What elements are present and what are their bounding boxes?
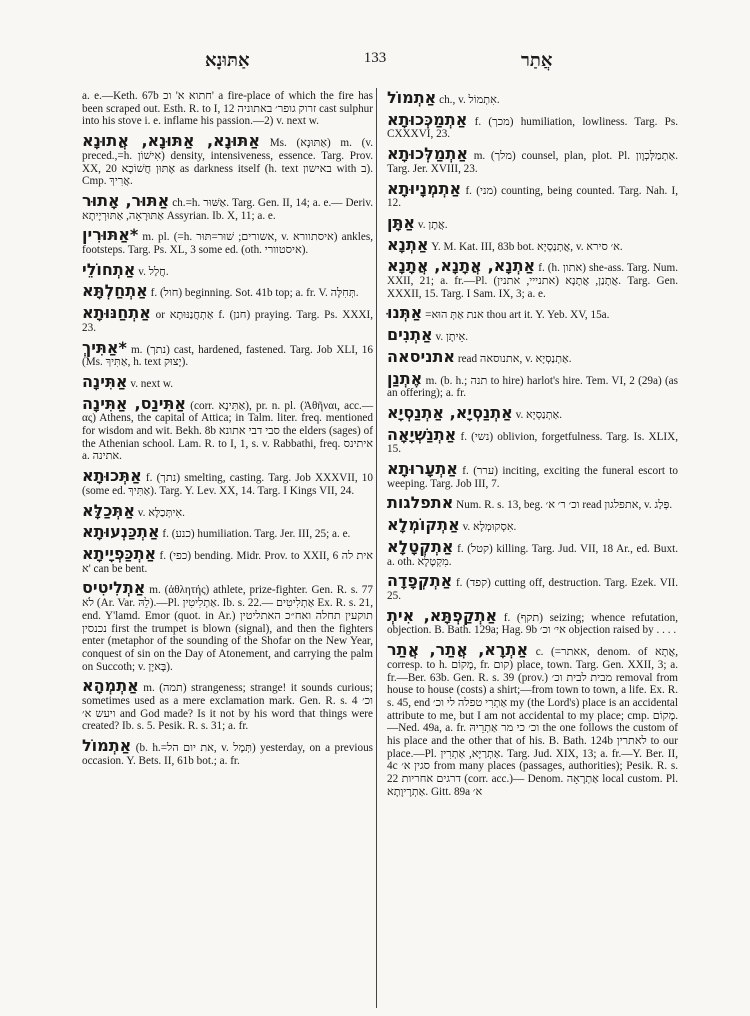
page-header (0, 48, 750, 72)
entry-headword: אַתְנִים (387, 325, 433, 345)
entry-headword: אַתְנַשְׁיָאָה (387, 424, 457, 444)
entry-headword: *אַתִּיךְ (82, 337, 127, 357)
entry-definition: ch.=h. אַשּׁוּר. Targ. Gen. II, 14; a. e.— Deriv. אַתּוּרָאָה, אַתּוּרְיָיתָא Assyrian. Ib. X, 11; a. e. (82, 196, 374, 222)
dictionary-entry (82, 678, 373, 733)
dictionary-entry (82, 500, 373, 520)
page-number: 133 (363, 50, 387, 66)
entry-headword: אַתְחַלְתָּא (82, 281, 148, 301)
entry-headword: אַתְנָא, אֲתָנָא, אֲתָנָא (387, 256, 536, 276)
running-head-right: אֲתַר (521, 50, 553, 70)
dictionary-entry (387, 346, 678, 366)
dictionary-entry (387, 573, 678, 602)
dictionary-entry (82, 227, 373, 256)
dictionary-entry (82, 283, 373, 300)
dictionary-entry (387, 495, 678, 512)
entry-headword: *אַתּוּרִין (82, 225, 139, 245)
entry-definition: v. next w. (130, 377, 173, 390)
entry-headword: אַתְמוֹל (82, 736, 132, 756)
dictionary-entry (82, 580, 373, 673)
entry-definition: f. (כפי) bending. Midr. Prov. to XXII, 6 אית לה א' can be bent. (82, 549, 374, 575)
entry-definition: m. pl. (=h. אשורים; שׁוּר=תּוּר, v. איסתוורא) ankles, footsteps. Targ. Ps. XL, 3 some ed. (oth. איסטוורי). (82, 231, 373, 257)
entry-definition: f. (מני) counting, being counted. Targ. Nah. I, 12. (387, 184, 679, 210)
entry-headword: אַתְכַּפְיָיתָא (82, 543, 157, 563)
entry-headword: אַתְעָרוּתָא (387, 459, 458, 479)
entry-definition: f. (h. אתון) she-ass. Targ. Num. XXII, 21; a. fr.—Pl. אֲתָנַן, אֲתָנָא (אתנייי, אתנין). Targ. Gen. XXXII, 15. Targ. I Sam. IX, 3; a. e. (387, 262, 678, 300)
entry-definition: f. (מכך) humiliation, lowliness. Targ. Ps. CXXXVI, 23. (387, 115, 678, 141)
entry-headword: אַתְחוֹלֵי (82, 259, 136, 279)
entry-headword: אַתְמְנָיוּתָא (387, 178, 462, 198)
entry-headword: אַתִּינָה (82, 371, 128, 391)
dictionary-entry (82, 371, 373, 391)
entry-headword: אתניסאה (387, 346, 456, 366)
entry-headword: אַתְמְהָא (82, 676, 139, 696)
dictionary-entry (387, 517, 678, 534)
entry-definition: v. אֲתָן. (417, 218, 448, 231)
dictionary-entry (82, 337, 373, 369)
entry-headword: אַתְלִיטִיס (82, 578, 146, 598)
entry-headword: אֶתְנַן (387, 368, 423, 388)
entry-headword: אַתְקַפְתָּא, אִיתְ (387, 605, 498, 625)
entry-definition: f. (כנע) humiliation. Targ. Jer. III, 25; a. e. (162, 528, 351, 541)
entry-definition: v. אֵיתָן. (435, 331, 469, 344)
entry-headword: אַתְקְטָלָא (387, 536, 454, 556)
entry-headword: אַתְקְפָדָה (387, 571, 453, 591)
entry-definition: (b. h.=את יום הל, v. תְּמָל) yesterday, on a previous occasion. Y. Bets. II, 61b bot.; a. fr. (82, 742, 374, 767)
entry-definition: f. (חול) beginning. Sot. 41b top; a. fr. V. תְּחִלָּה. (150, 287, 359, 300)
entry-headword: אַתּוּנָא, אַתּוּנָא, אֲתוּנָא (82, 131, 260, 151)
entry-definition: or אַתְחֲנַנּוּתָא f. (חנן) praying. Targ. Ps. XXXI, 23. (82, 309, 373, 334)
entry-headword: אַתְנַסְיָא, אַתְנַסְיָא (387, 402, 513, 422)
entry-definition: f. (קפד) cutting off, destruction. Targ. Ezek. VII. 25. (387, 577, 679, 602)
entry-headword: אַתּוּר, אָתוּר (82, 190, 170, 210)
entry-definition: v. אִסְקוּמְלָא. (462, 521, 517, 534)
entry-definition: a. e.—Keth. 67b חתוא א' וכ' a fire-place of which the fire has been scraped out. Esth. R. to I, 12 זרוק גופר׳ באתוניה cast sulphur into his stove i. e. inflame his passion.—2) v. next w. (82, 90, 373, 128)
dictionary-entry (82, 133, 373, 188)
entry-definition: f. (ערר) inciting, exciting the funeral escort to weeping. Targ. Job III, 7. (387, 465, 678, 490)
entry-definition: Y. M. Kat. III, 83b bot. אֲתְנַסְיָא, v. א׳ סירא. (431, 240, 623, 253)
entry-definition: (corr. אַתִּינָא), pr. n. pl. (Ἀθῆναι, acc.—ας) Athens, the capital of Attica; in Talm. liter. freq. mentioned for wisdom and wit. Bekh. 8b סבי דבי אתונא the elders (sages) of the Athenian school. Lam. R. to I, 1, s. v. Rabbathi, freq. איתינס a. אתינה. (82, 399, 374, 463)
dictionary-entry (387, 642, 678, 798)
entry-headword: אַתָּן (387, 212, 416, 232)
running-head-left: אַתּוּנָא (205, 50, 250, 70)
dictionary-entry (82, 90, 373, 128)
dictionary-entry (387, 461, 678, 490)
entry-definition: Num. R. s. 13, beg. וכ׳ ר׳ א׳ read אתפלגון, v. פְּלַג. (456, 499, 673, 512)
entry-definition: f. (נתך) smelting, casting. Targ. Job XXXVII, 10 (some ed. אַתִּיךְ). Targ. Y. Lev. XX, 14. Targ. I Kings VII, 24. (82, 472, 373, 497)
dictionary-entry (387, 402, 678, 422)
dictionary-entry (82, 543, 374, 575)
entry-definition: v. אַתְנַסְיָא. (515, 408, 563, 421)
dictionary-entry (387, 327, 678, 344)
dictionary-entry (82, 259, 373, 279)
dictionary-entry (387, 146, 678, 175)
dictionary-entry (387, 536, 679, 568)
entry-definition: f. (קטל) killing. Targ. Jud. VII, 18 Ar., ed. Buxt. a. oth. מִקְטָלָא. (387, 542, 679, 568)
entry-definition: m. (תמה) strangeness; strange! it sounds curious; sometimes used as a mere exclamation mark. Gen. R. s. 4 וכ׳ ויעש א׳ and God made? Is it not by his word that things were created? Ib. s. 5. Pesik. R. s. 31; a. fr. (82, 682, 374, 733)
dictionary-entry (387, 305, 678, 322)
dictionary-entry (82, 524, 373, 541)
entry-definition: m. (מלך) counsel, plan, plot. Pl. אַתְמַלְּכְוָון. Targ. Jer. XVIII, 23. (387, 150, 678, 175)
dictionary-entry (387, 234, 678, 254)
entry-headword: אתפלגות (387, 493, 454, 513)
entry-headword: אַתְמוֹל (387, 88, 437, 107)
entry-definition: Ms. (אַתּוּנָא) m. (v. preced.,=h. אִישׁוֹן) density, intensiveness, essence. Targ. Prov. XX, 20 אֶתּוּן חֲשׁוֹכָא as darkness itself (h. text באישון with ב). Cmp. אֲרִיךְ. (82, 137, 374, 188)
entry-definition: m. (b. h.; תנה to hire) harlot's hire. Tem. VI, 2 (29a) (as an offering); a. fr. (387, 374, 678, 400)
dictionary-entry (387, 212, 678, 232)
entry-definition: v. חֲלַל. (138, 265, 169, 278)
dictionary-entry (387, 90, 678, 107)
entry-headword: אַתְמַכְּכוּתָא (387, 109, 468, 129)
entry-headword: אַתְמַלְּכוּתָא (387, 144, 468, 164)
dictionary-entry (82, 305, 373, 334)
left-column (82, 90, 373, 773)
entry-definition: v. אִיתְּכַלָּא. (137, 506, 185, 519)
entry-definition: m. (נתך) cast, hardened, fastened. Targ. Job XLI, 16 (Ms. אַתִּיךְ, h. text יָצוּק). (82, 343, 373, 369)
dictionary-entry (387, 424, 679, 456)
entry-headword: אַתְּכוּתָא (82, 466, 142, 486)
entry-definition: m. (ἀθλητής) athlete, prize-fighter. Gen. R. s. 77 לֹא (Ar. Var. לֵהּ).—Pl. אַתְלִיטִין. Ib. s. 22.— אַתְלִיטִים Ex. R. s. 21, end. Y'lamd. Emor (quot. in Ar.) תוקעין תחלה ואח״כ האתליטין נכנסין first the trumpet is blown (signal), and then the fighters enter (metaphor of the sounding of the Shofar on the New Year, conquest of sin on the Day of Atonement, and carrying the palm on Succoth; v. בָּאיָן). (82, 584, 373, 673)
column-divider (376, 88, 377, 1008)
dictionary-entry (82, 190, 374, 222)
entry-headword: אַתְנָא (387, 234, 429, 254)
entry-headword: אַתְּכַלָּא (82, 500, 135, 520)
entry-headword: אַתְּנוּ (387, 303, 423, 323)
entry-headword: אַתִּינַס, אַתִּינָה (82, 393, 187, 413)
dictionary-entry (387, 258, 678, 300)
dictionary-entry (387, 178, 679, 210)
dictionary-entry (387, 109, 678, 141)
entry-definition: read אתנוסאה, v. אַתְנַסְיָא. (457, 352, 572, 365)
dictionary-entry (387, 605, 678, 637)
entry-definition: =אנת אַתְּ הוּא thou art it. Y. Yeb. XV, 15a. (425, 309, 610, 322)
dictionary-entry (387, 368, 678, 400)
entry-definition: c. (=אאתר, denom. of אֲתָא, corresp. to h. מָקוֹם, fr. קום) place, town. Targ. Gen. XXII, 3; a. fr.—Ber. 63b. Gen. R. s. 39 (prov.) מבית לבית וכ׳ removal from house to house (costs) a shirt;—from town to town, a life. Ex. R. s. 45, end אַתְרִי טפלה לי וכ׳ my (the Lord's) place is an accidental attribute to me, but I am not accidental to my place; cmp. מָקוֹם.—Ned. 49a, a. fr. וכ׳ כי מר אַתְרֵיהּ the one follows the custom of his place and the other that of his. B. Bath. 124b לאתרין to our place.—Pl. אַתְרַיָּא, אַתְרִין. Targ. Jud. XIX, 13; a. fr.—Y. Ber. II, 4c סגין א׳ from many places (passages, authorities); Pesik. R. s. 22 דרגים אחריות (corr. acc.)— Denom. אַתְרָאָה local custom. Pl. אַתְרָיוָתָא. Gitt. 89a א׳ (387, 646, 679, 798)
dictionary-entry (82, 738, 373, 767)
dictionary-entry (82, 393, 374, 464)
entry-headword: אַתְרָא, אֲתַר, אֲתַר (387, 640, 529, 660)
entry-headword: אַתְחַנּוּתָא (82, 303, 151, 323)
right-column (387, 90, 678, 804)
entry-definition: ch., v. אִתְמוֹל. (439, 94, 500, 106)
entry-definition: f. (נשי) oblivion, forgetfulness. Targ. Is. XLIX, 15. (387, 430, 679, 456)
entry-definition: f. (תקף) seizing; whence refutation, objection. B. Bath. 129a; Hag. 9b אי׳ וכ׳ objection raised by . . . . (387, 611, 678, 637)
entry-headword: אַתְכַּנְעוּתָא (82, 522, 160, 542)
dictionary-entry (82, 468, 373, 497)
entry-headword: אַתְקוֹמְלָא (387, 515, 460, 535)
